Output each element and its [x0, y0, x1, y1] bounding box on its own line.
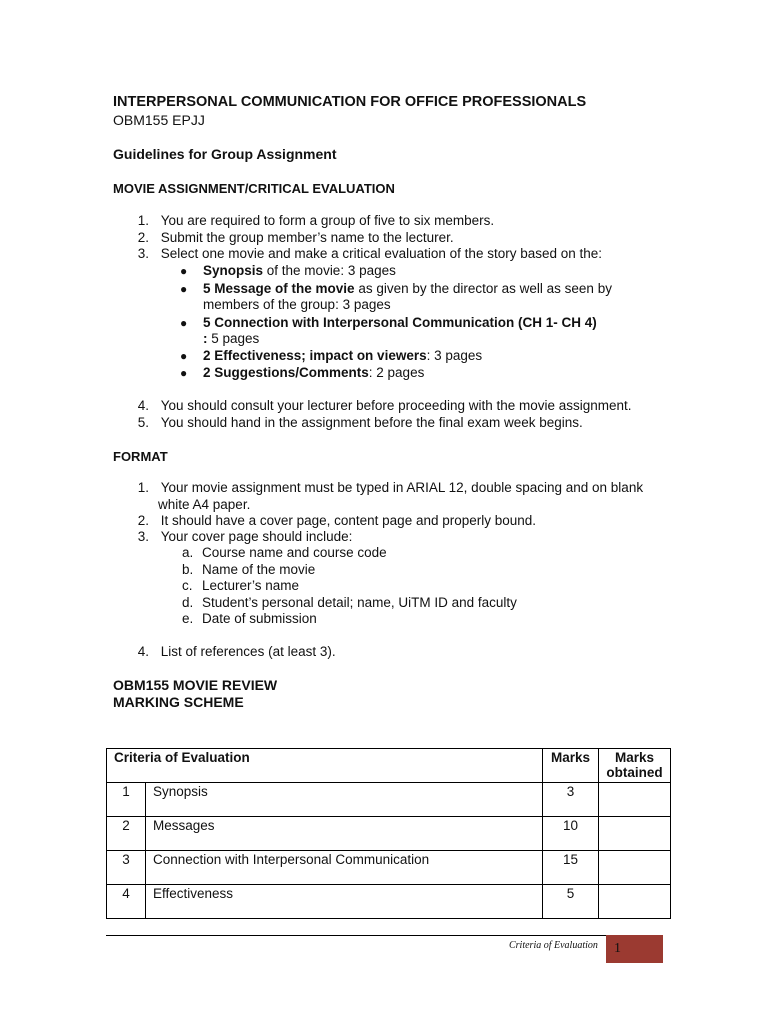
bullet-icon: ●	[180, 366, 188, 380]
sub-list-letter: c.	[182, 578, 193, 593]
table-row	[107, 783, 671, 817]
course-code: OBM155 EPJJ	[113, 112, 205, 128]
row-number: 2	[107, 817, 146, 851]
list-number: 1.	[137, 480, 149, 495]
review-heading	[113, 677, 277, 711]
sub-list-item	[182, 562, 315, 579]
sub-list-letter: d.	[182, 595, 194, 610]
bullet-item	[203, 348, 482, 365]
row-criteria: Connection with Interpersonal Communication	[146, 851, 543, 885]
sub-list-text: Name of the movie	[202, 562, 316, 577]
bullet-bold-text: 2 Effectiveness; impact on viewers	[203, 348, 427, 363]
guidelines-heading: Guidelines for Group Assignment	[113, 146, 337, 162]
footer-label: Criteria of Evaluation	[509, 940, 598, 951]
row-marks-obtained[interactable]	[599, 817, 671, 851]
marking-scheme-table	[106, 748, 671, 919]
row-marks: 5	[543, 885, 599, 919]
bullet-item	[203, 365, 424, 382]
list-item	[125, 529, 352, 546]
sub-list-letter: e.	[182, 611, 194, 626]
list-number: 4.	[137, 398, 149, 413]
table-row	[107, 885, 671, 919]
bullet-continuation	[203, 331, 259, 348]
list-text: List of references (at least 3).	[160, 644, 336, 659]
list-text: Your cover page should include:	[160, 529, 353, 544]
list-continuation: white A4 paper.	[158, 497, 251, 512]
row-marks-obtained[interactable]	[599, 851, 671, 885]
row-marks-obtained[interactable]	[599, 885, 671, 919]
list-number: 5.	[137, 415, 149, 430]
sub-list-text: Student’s personal detail; name, UiTM ID and faculty	[202, 595, 517, 610]
list-text: It should have a cover page, content page and properly bound.	[160, 513, 537, 528]
list-item	[125, 213, 494, 230]
bullet-text: : 3 pages	[426, 348, 483, 363]
table-header-row	[107, 749, 671, 783]
list-text: Select one movie and make a critical evaluation of the story based on the:	[160, 246, 603, 261]
list-number: 4.	[137, 644, 149, 659]
list-item	[125, 246, 602, 263]
bullet-text: of the movie: 3 pages	[263, 263, 396, 278]
sub-list-item	[182, 611, 317, 628]
sub-list-letter: a.	[182, 545, 194, 560]
list-text: Your movie assignment must be typed in ARIAL 12, double spacing and on blank	[160, 480, 644, 495]
row-criteria: Messages	[146, 817, 543, 851]
document-title: INTERPERSONAL COMMUNICATION FOR OFFICE PROFESSIONALS	[113, 94, 587, 110]
sub-list-item	[182, 578, 299, 595]
list-number: 2.	[137, 230, 149, 245]
list-item	[125, 480, 643, 497]
sub-list-text: Date of submission	[202, 611, 317, 626]
bullet-text: as given by the director as well as seen by	[354, 281, 612, 296]
list-number: 1.	[137, 213, 149, 228]
footer-divider	[106, 935, 606, 936]
table-row	[107, 817, 671, 851]
bullet-continuation: members of the group: 3 pages	[203, 297, 391, 312]
review-heading-line2: MARKING SCHEME	[113, 694, 244, 710]
table-row	[107, 851, 671, 885]
bullet-icon: ●	[180, 316, 188, 330]
list-item	[125, 644, 336, 661]
bullet-icon: ●	[180, 282, 188, 296]
bullet-icon: ●	[180, 349, 188, 363]
bullet-bold-text: 2 Suggestions/Comments	[203, 365, 369, 380]
list-item	[125, 398, 632, 415]
bullet-text: 5 pages	[207, 331, 260, 346]
movie-assignment-heading: MOVIE ASSIGNMENT/CRITICAL EVALUATION	[113, 181, 395, 196]
list-number: 2.	[137, 513, 149, 528]
row-marks: 10	[543, 817, 599, 851]
bullet-bold-text: 5 Message of the movie	[203, 281, 355, 296]
bullet-colon: :	[203, 331, 208, 346]
list-number: 3.	[137, 529, 149, 544]
list-item	[125, 513, 536, 530]
bullet-item	[203, 263, 396, 280]
header-criteria: Criteria of Evaluation	[107, 749, 543, 783]
list-text: Submit the group member’s name to the lecturer.	[160, 230, 454, 245]
list-text: You are required to form a group of five to six members.	[160, 213, 495, 228]
row-marks-obtained[interactable]	[599, 783, 671, 817]
list-text: You should hand in the assignment before the final exam week begins.	[160, 415, 583, 430]
review-heading-line1: OBM155 MOVIE REVIEW	[113, 677, 278, 693]
row-number: 4	[107, 885, 146, 919]
list-text: You should consult your lecturer before proceeding with the movie assignment.	[160, 398, 632, 413]
row-number: 1	[107, 783, 146, 817]
bullet-bold-text: Synopsis	[203, 263, 264, 278]
list-number: 3.	[137, 246, 149, 261]
header-marks: Marks	[543, 749, 599, 783]
row-number: 3	[107, 851, 146, 885]
row-criteria: Synopsis	[146, 783, 543, 817]
list-item	[125, 230, 454, 247]
sub-list-item	[182, 595, 517, 612]
format-heading: FORMAT	[113, 449, 168, 464]
row-marks: 3	[543, 783, 599, 817]
row-marks: 15	[543, 851, 599, 885]
row-criteria: Effectiveness	[146, 885, 543, 919]
sub-list-text: Course name and course code	[202, 545, 387, 560]
bullet-text: : 2 pages	[368, 365, 425, 380]
sub-list-item	[182, 545, 387, 562]
list-item	[125, 415, 583, 432]
bullet-bold-text: 5 Connection with Interpersonal Communication (CH 1- CH 4)	[203, 315, 597, 330]
bullet-icon: ●	[180, 264, 188, 278]
sub-list-text: Lecturer’s name	[202, 578, 300, 593]
header-marks-obtained: Marks obtained	[599, 749, 671, 783]
bullet-item	[203, 281, 612, 298]
page-number: 1	[614, 941, 621, 956]
sub-list-letter: b.	[182, 562, 194, 577]
